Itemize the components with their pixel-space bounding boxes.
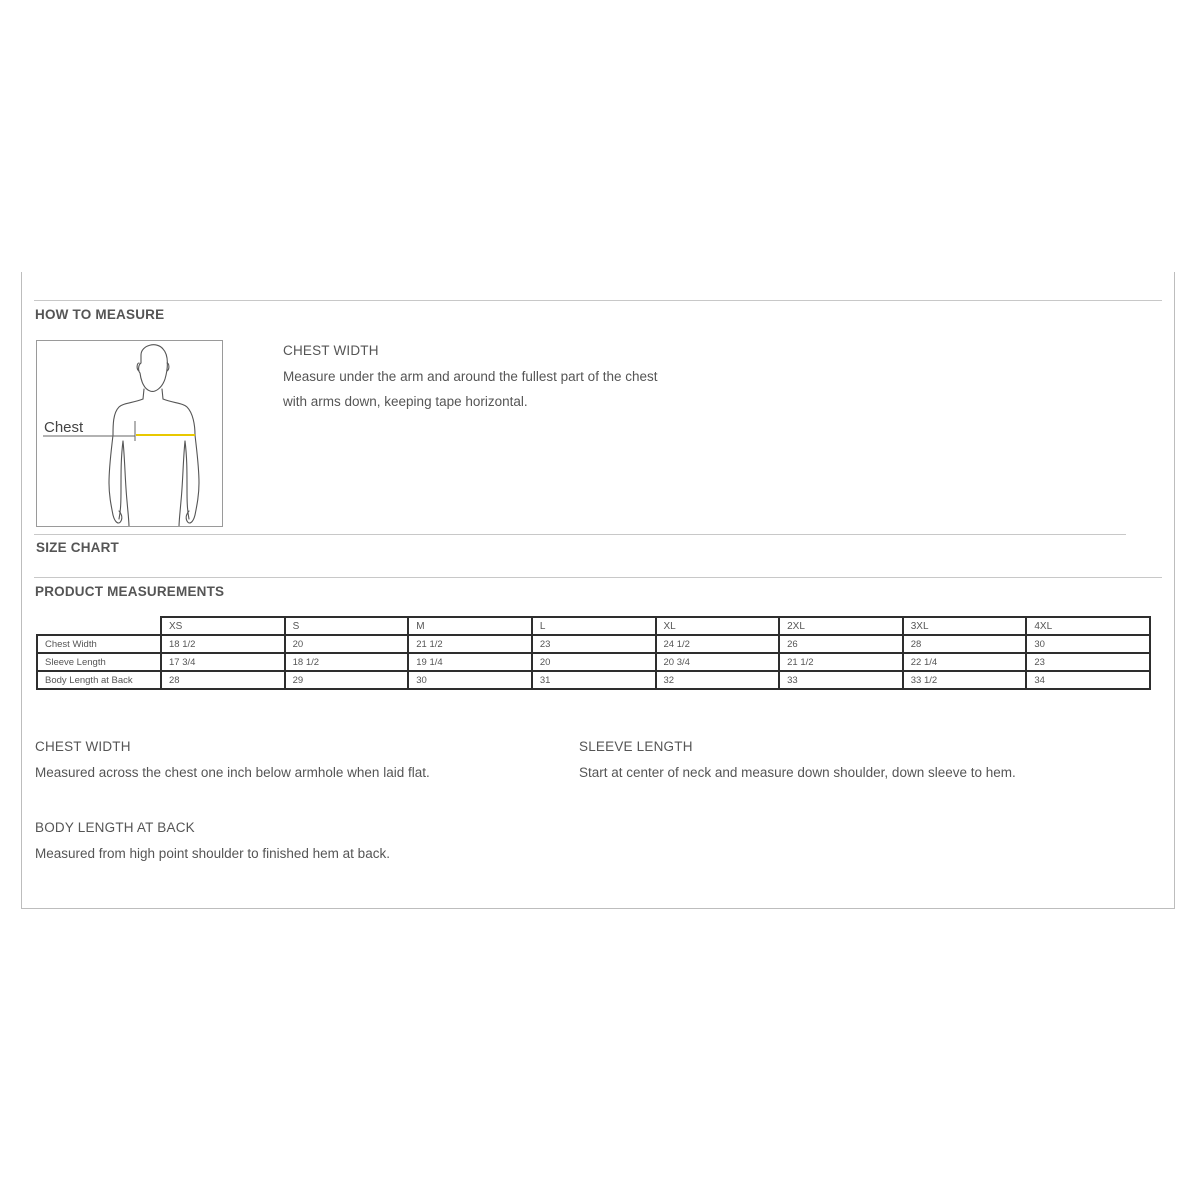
chest-width-text: Measured across the chest one inch below armhole when laid flat. bbox=[35, 765, 430, 780]
table-cell: 17 3/4 bbox=[161, 653, 285, 671]
table-cell: 33 bbox=[779, 671, 903, 689]
table-cell: 30 bbox=[408, 671, 532, 689]
table-cell: 28 bbox=[161, 671, 285, 689]
table-cell: 28 bbox=[903, 635, 1027, 653]
table-cell: 18 1/2 bbox=[285, 653, 409, 671]
table-cell: 20 3/4 bbox=[656, 653, 780, 671]
size-column-header: S bbox=[285, 617, 409, 635]
corner-cell bbox=[37, 617, 161, 635]
table-row bbox=[37, 653, 1150, 671]
table-cell: 32 bbox=[656, 671, 780, 689]
table-cell: 31 bbox=[532, 671, 656, 689]
size-guide-panel bbox=[21, 272, 1175, 909]
size-column-header: L bbox=[532, 617, 656, 635]
table-cell: 20 bbox=[285, 635, 409, 653]
table-cell: 30 bbox=[1026, 635, 1150, 653]
table-cell: 19 1/4 bbox=[408, 653, 532, 671]
size-table-header-row bbox=[37, 617, 1150, 635]
row-label: Body Length at Back bbox=[37, 671, 161, 689]
sleeve-length-text: Start at center of neck and measure down shoulder, down sleeve to hem. bbox=[579, 765, 1016, 780]
table-cell: 26 bbox=[779, 635, 903, 653]
how-to-chest-width-line2: with arms down, keeping tape horizontal. bbox=[283, 394, 528, 409]
size-column-header: XL bbox=[656, 617, 780, 635]
table-cell: 18 1/2 bbox=[161, 635, 285, 653]
size-chart-heading: SIZE CHART bbox=[36, 540, 119, 555]
table-cell: 34 bbox=[1026, 671, 1150, 689]
how-to-measure-heading: HOW TO MEASURE bbox=[35, 307, 165, 322]
table-cell: 29 bbox=[285, 671, 409, 689]
table-row bbox=[37, 671, 1150, 689]
table-cell: 33 1/2 bbox=[903, 671, 1027, 689]
row-label: Chest Width bbox=[37, 635, 161, 653]
table-cell: 20 bbox=[532, 653, 656, 671]
how-to-chest-width-line1: Measure under the arm and around the fullest part of the chest bbox=[283, 369, 658, 384]
size-table bbox=[36, 616, 1151, 690]
chest-measure-figure bbox=[36, 340, 223, 527]
measurements-divider bbox=[34, 577, 1162, 578]
body-length-text: Measured from high point shoulder to finished hem at back. bbox=[35, 846, 390, 861]
size-column-header: M bbox=[408, 617, 532, 635]
top-divider bbox=[34, 300, 1162, 301]
table-cell: 22 1/4 bbox=[903, 653, 1027, 671]
chest-figure-label: Chest bbox=[44, 419, 84, 436]
table-cell: 21 1/2 bbox=[779, 653, 903, 671]
table-cell: 23 bbox=[532, 635, 656, 653]
chest-width-title: CHEST WIDTH bbox=[35, 739, 131, 754]
size-column-header: 3XL bbox=[903, 617, 1027, 635]
body-length-title: BODY LENGTH AT BACK bbox=[35, 820, 195, 835]
how-to-chest-width-title: CHEST WIDTH bbox=[283, 343, 379, 358]
table-cell: 24 1/2 bbox=[656, 635, 780, 653]
mid-divider bbox=[34, 534, 1126, 535]
table-cell: 21 1/2 bbox=[408, 635, 532, 653]
sleeve-length-title: SLEEVE LENGTH bbox=[579, 739, 693, 754]
row-label: Sleeve Length bbox=[37, 653, 161, 671]
size-column-header: 2XL bbox=[779, 617, 903, 635]
size-column-header: 4XL bbox=[1026, 617, 1150, 635]
table-row bbox=[37, 635, 1150, 653]
product-measurements-heading: PRODUCT MEASUREMENTS bbox=[35, 584, 225, 599]
size-column-header: XS bbox=[161, 617, 285, 635]
table-cell: 23 bbox=[1026, 653, 1150, 671]
